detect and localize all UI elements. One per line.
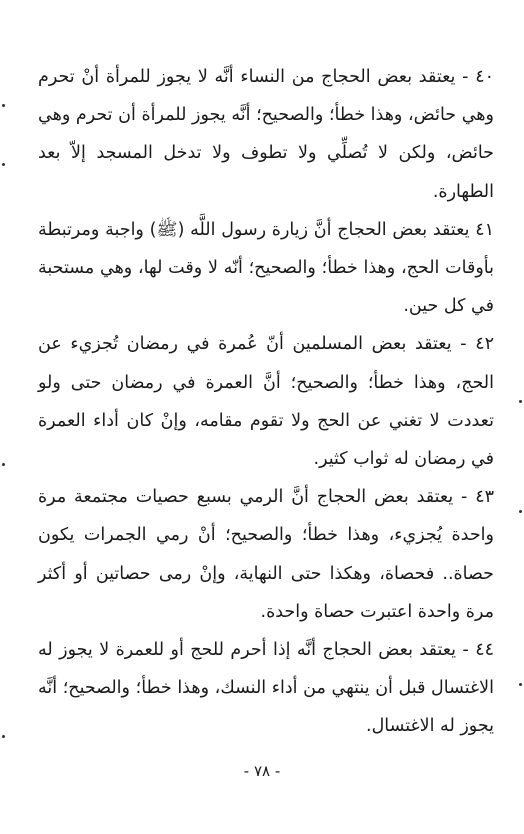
scan-speck <box>519 510 522 513</box>
scan-speck <box>2 104 5 107</box>
scan-speck <box>519 683 522 686</box>
page-body <box>38 58 494 746</box>
paragraph-41: ٤١ يعتقد بعض الحجاج أنَّ زيارة رسول اللَّه (ﷺ) واجبة ومرتبطة بأوقات الحج، وهذا خطأ؛ والصحيح؛ أنّه لا وقت لها، وهي مستحبة في كل حين. <box>38 219 494 317</box>
paragraph-43: ٤٣ - يعتقد بعض الحجاج أنَّ الرمي بسبع حصيات مجتمعة مرة واحدة يُجزيء، وهذا خطأ؛ والصحيح؛ أنْ رمي الجمرات يكون حصاة.. فحصاة، وهكذا حتى النهاية، وإنْ رمى حصاتين أو أكثر مرة واحدة اعتبرت حصاة واحدة. <box>38 487 494 622</box>
paragraph-44: ٤٤ - يعتقد بعض الحجاج أنَّه إذا أحرم للحج أو للعمرة لا يجوز له الاغتسال قبل أن ينتهي من أداء النسك، وهذا خطأ؛ والصحيح؛ أنَّه يجوز له الاغتسال. <box>38 640 494 737</box>
scan-speck <box>2 463 5 466</box>
scan-speck <box>2 163 5 166</box>
paragraph-40: ٤٠ - يعتقد بعض الحجاج من النساء أنَّه لا يجوز للمرأة أنْ تحرم وهي حائض، وهذا خطأ؛ والصحيح؛ أنَّه يجوز للمرأة أن تحرم وهي حائض، ولكن لا تُصلِّي ولا تطوف ولا تدخل المسجد إلاّ بعد الطهارة. <box>38 67 494 202</box>
page-number: - ٧٨ - <box>243 762 281 780</box>
scan-speck <box>2 735 5 738</box>
paragraph-42: ٤٢ - يعتقد بعض المسلمين أنّ عُمرة في رمضان تُجزيء عن الحج، وهذا خطأ؛ والصحيح؛ أنَّ العمرة في رمضان حتى ولو تعددت لا تغني عن الحج ولا تقوم مقامه، وإنْ كان أداء العمرة في رمضان له ثواب كثير. <box>38 334 494 470</box>
scan-speck <box>519 400 522 403</box>
